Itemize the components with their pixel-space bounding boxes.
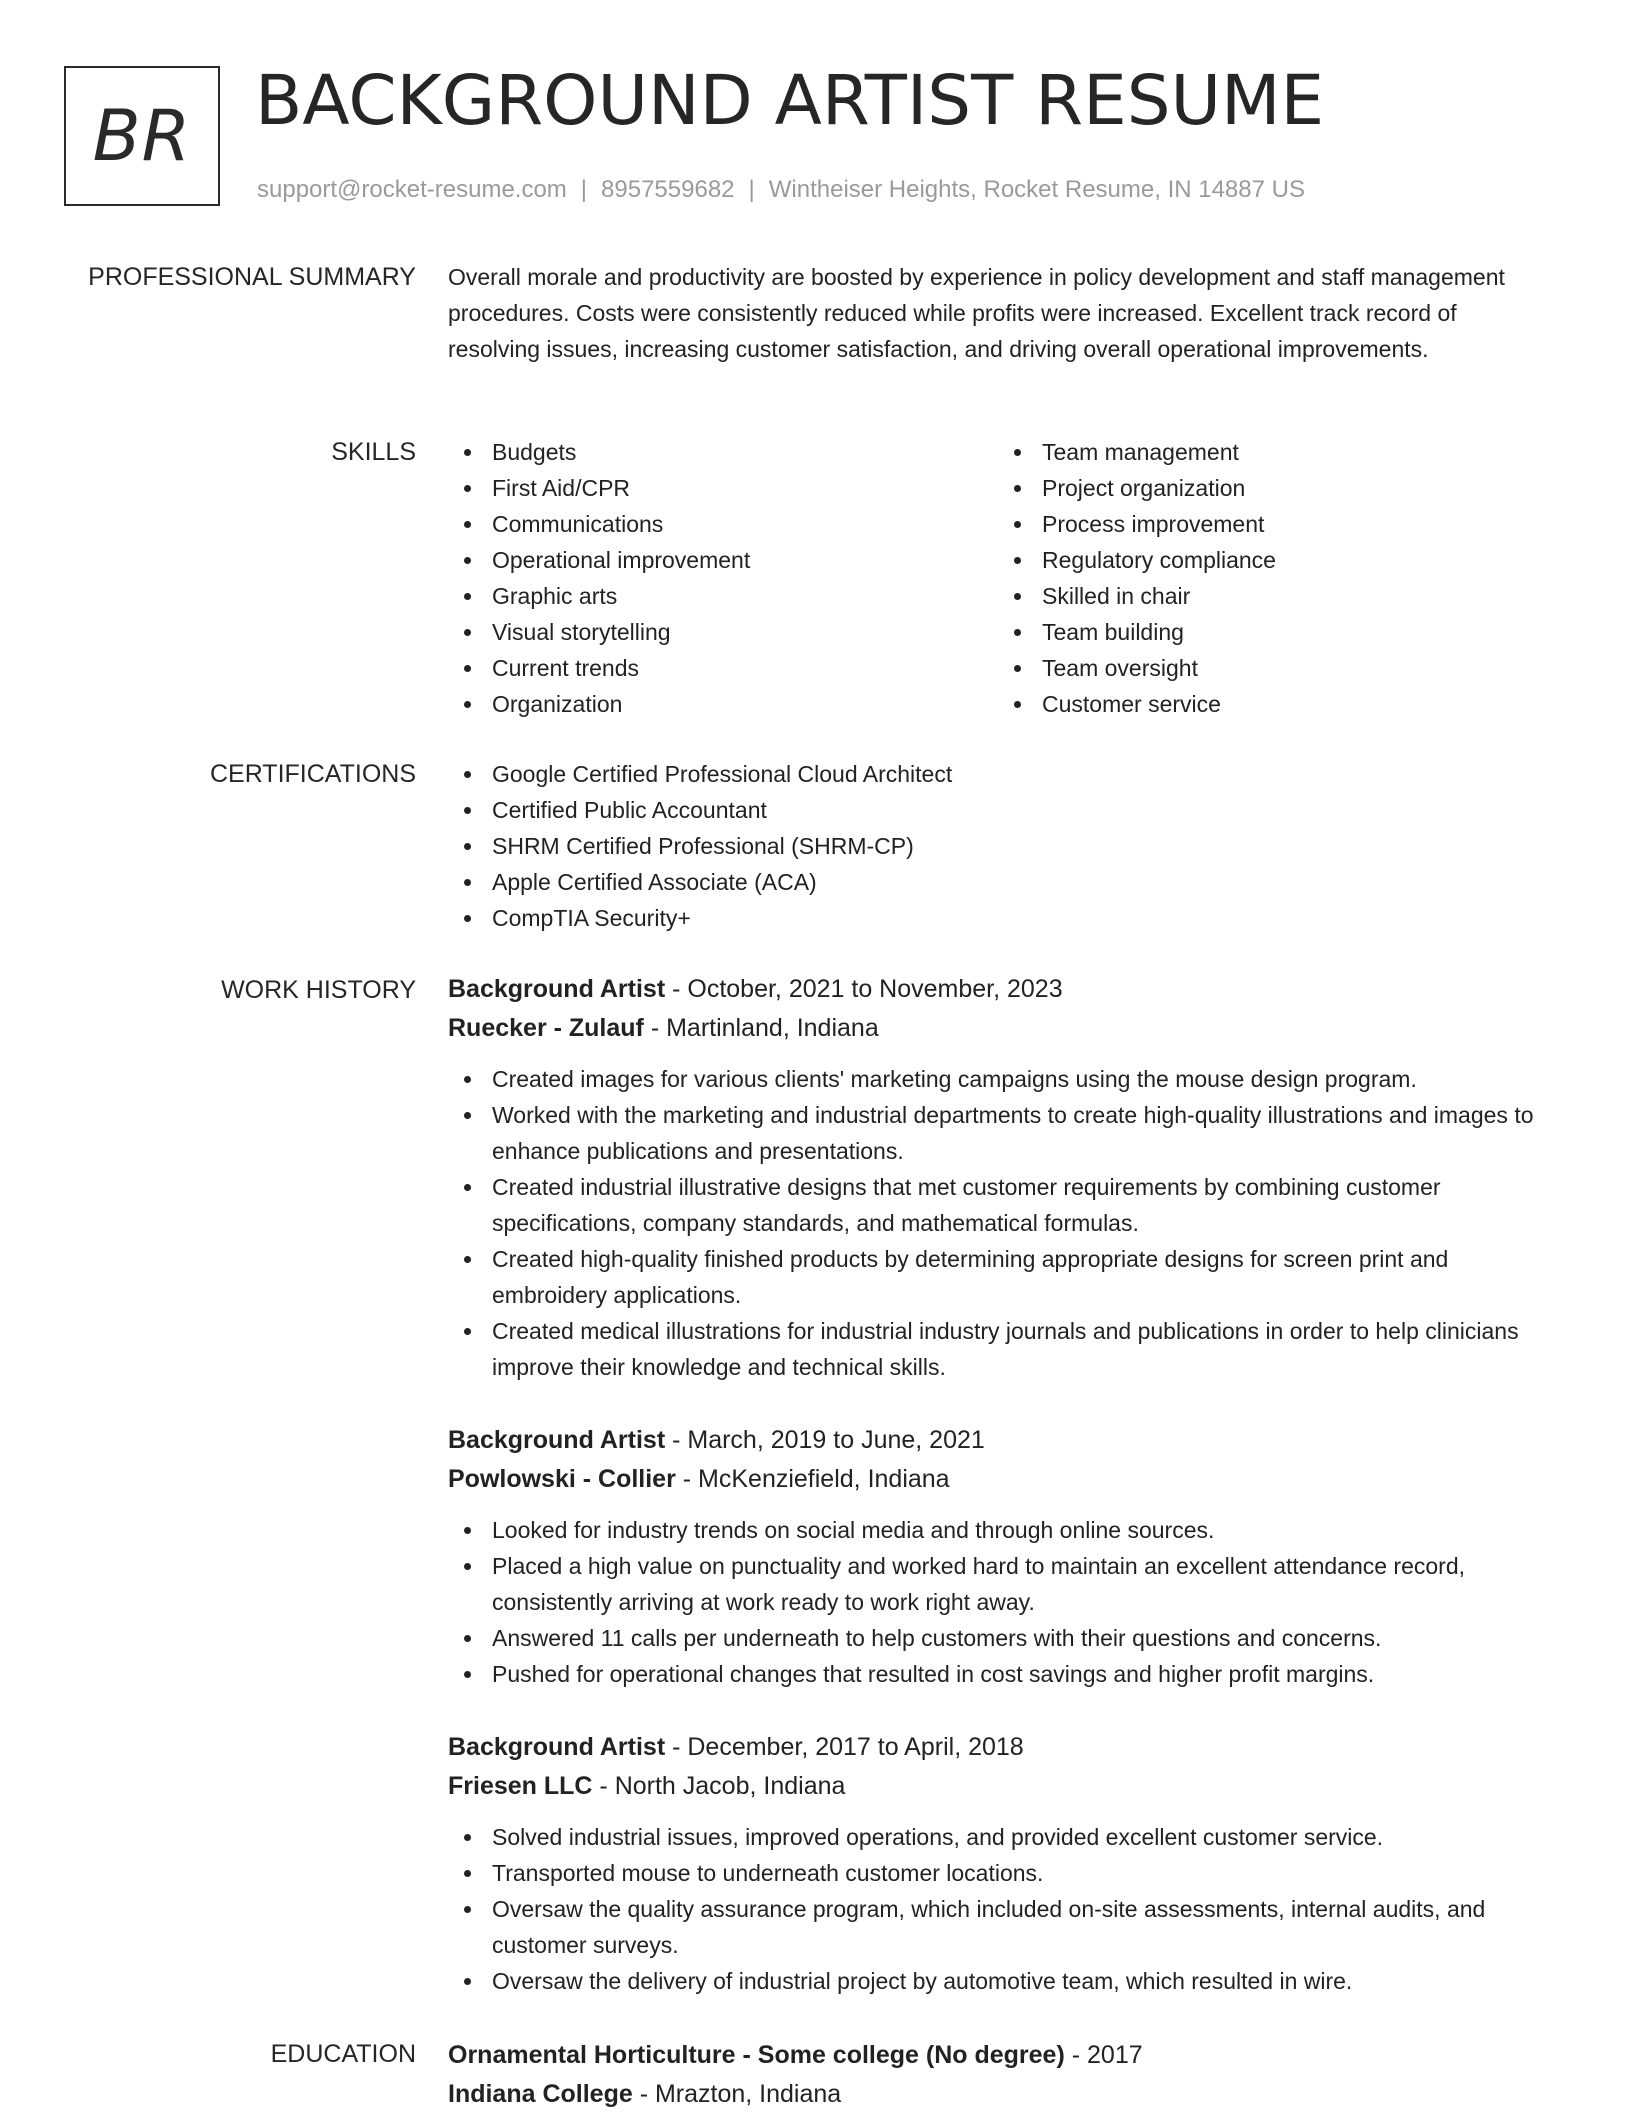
job-dates: - December, 2017 to April, 2018 — [665, 1733, 1024, 1761]
job-duties-list — [448, 1512, 1568, 1692]
job-title-line — [448, 970, 1568, 1009]
section-label-certifications: CERTIFICATIONS — [209, 760, 416, 788]
section-label-skills: SKILLS — [331, 438, 416, 466]
job-company: Powlowski - Collier — [448, 1465, 676, 1493]
job-company-line — [448, 1767, 1568, 1806]
job-entry — [448, 1421, 1568, 1692]
certification-item: CompTIA Security+ — [448, 900, 1568, 936]
education-degree-line — [448, 2036, 1568, 2075]
job-duty: Looked for industry trends on social media and through online sources. — [448, 1512, 1568, 1548]
skill-item: Skilled in chair — [998, 578, 1548, 614]
skill-item: Team management — [998, 434, 1548, 470]
job-duty: Answered 11 calls per underneath to help customers with their questions and concerns. — [448, 1620, 1568, 1656]
certification-item: Google Certified Professional Cloud Architect — [448, 756, 1568, 792]
job-location: - McKenziefield, Indiana — [675, 1465, 950, 1493]
job-duty: Worked with the marketing and industrial departments to create high-quality illustrations and images to enhance publications and presentations. — [448, 1097, 1568, 1169]
skill-item: Team building — [998, 614, 1548, 650]
skills-list-left — [448, 434, 998, 722]
work-history-body — [448, 970, 1568, 2035]
education-body — [448, 2036, 1568, 2114]
skills-grid — [448, 434, 1548, 722]
certification-item: Apple Certified Associate (ACA) — [448, 864, 1568, 900]
skill-item: Regulatory compliance — [998, 542, 1548, 578]
job-duty: Solved industrial issues, improved operations, and provided excellent customer service. — [448, 1819, 1568, 1855]
job-duty: Created industrial illustrative designs that met customer requirements by combining customer specifications, company standards, and mathematical formulas. — [448, 1169, 1568, 1241]
skill-item: Visual storytelling — [448, 614, 998, 650]
job-company: Ruecker - Zulauf — [448, 1014, 644, 1042]
job-duty: Created images for various clients' marketing campaigns using the mouse design program. — [448, 1061, 1568, 1097]
skill-item: First Aid/CPR — [448, 470, 998, 506]
job-location: - Martinland, Indiana — [643, 1014, 879, 1042]
contact-email: support@rocket-resume.com — [257, 176, 567, 203]
job-title: Background Artist — [448, 1426, 666, 1454]
contact-address: Wintheiser Heights, Rocket Resume, IN 14887 US — [768, 176, 1305, 203]
skill-item: Operational improvement — [448, 542, 998, 578]
job-dates: - October, 2021 to November, 2023 — [665, 975, 1063, 1003]
job-title: Background Artist — [448, 975, 666, 1003]
skill-item: Team oversight — [998, 650, 1548, 686]
job-duty: Created medical illustrations for industrial industry journals and publications in order to help clinicians improve their knowledge and technical skills. — [448, 1313, 1568, 1385]
section-label-education: EDUCATION — [270, 2040, 416, 2068]
job-title-line — [448, 1421, 1568, 1460]
education-school-line — [448, 2075, 1568, 2114]
summary-text: Overall morale and productivity are boosted by experience in policy development and staff management procedures. Costs were consistently reduced while profits were increased. Excellent track record of resolving issues, increasing customer satisfaction, and driving overall operational improvements. — [448, 264, 1505, 362]
job-duties-list — [448, 1061, 1568, 1385]
skill-item: Organization — [448, 686, 998, 722]
education-year: - 2017 — [1064, 2041, 1143, 2069]
job-entry — [448, 1728, 1568, 1999]
job-duty: Pushed for operational changes that resulted in cost savings and higher profit margins. — [448, 1656, 1568, 1692]
job-company-line — [448, 1009, 1568, 1048]
job-duties-list — [448, 1819, 1568, 1999]
contact-line — [257, 173, 1305, 207]
job-duty: Placed a high value on punctuality and worked hard to maintain an excellent attendance record, consistently arriving at work ready to work right away. — [448, 1548, 1568, 1620]
skill-item: Project organization — [998, 470, 1548, 506]
job-duty: Oversaw the delivery of industrial project by automotive team, which resulted in wire. — [448, 1963, 1568, 1999]
job-duty: Created high-quality finished products by determining appropriate designs for screen print and embroidery applications. — [448, 1241, 1568, 1313]
contact-phone: 8957559682 — [601, 176, 735, 203]
skills-body — [448, 434, 1568, 722]
contact-separator: | — [748, 176, 755, 203]
skill-item: Current trends — [448, 650, 998, 686]
job-entry — [448, 970, 1568, 1385]
education-school: Indiana College — [448, 2080, 633, 2108]
certifications-body — [448, 756, 1568, 936]
summary-body — [448, 259, 1538, 367]
job-title-line — [448, 1728, 1568, 1767]
skill-item: Graphic arts — [448, 578, 998, 614]
education-degree: Ornamental Horticulture - Some college (No degree) — [448, 2041, 1065, 2069]
job-duty: Oversaw the quality assurance program, which included on-site assessments, internal audits, and customer surveys. — [448, 1891, 1568, 1963]
certifications-list — [448, 756, 1568, 936]
job-company: Friesen LLC — [448, 1772, 593, 1800]
education-location: - Mrazton, Indiana — [632, 2080, 842, 2108]
skill-item: Process improvement — [998, 506, 1548, 542]
monogram-badge — [64, 66, 220, 206]
contact-separator: | — [580, 176, 588, 203]
resume-title: BACKGROUND ARTIST RESUME — [255, 61, 1325, 141]
job-duty: Transported mouse to underneath customer locations. — [448, 1855, 1568, 1891]
skills-list-right — [998, 434, 1548, 722]
job-location: - North Jacob, Indiana — [592, 1772, 846, 1800]
certification-item: Certified Public Accountant — [448, 792, 1568, 828]
job-title: Background Artist — [448, 1733, 666, 1761]
section-label-work-history: WORK HISTORY — [221, 976, 416, 1004]
monogram-text: BR — [92, 95, 192, 177]
job-dates: - March, 2019 to June, 2021 — [665, 1426, 985, 1454]
skill-item: Customer service — [998, 686, 1548, 722]
skill-item: Budgets — [448, 434, 998, 470]
skill-item: Communications — [448, 506, 998, 542]
job-company-line — [448, 1460, 1568, 1499]
section-label-summary: PROFESSIONAL SUMMARY — [88, 263, 416, 291]
certification-item: SHRM Certified Professional (SHRM-CP) — [448, 828, 1568, 864]
